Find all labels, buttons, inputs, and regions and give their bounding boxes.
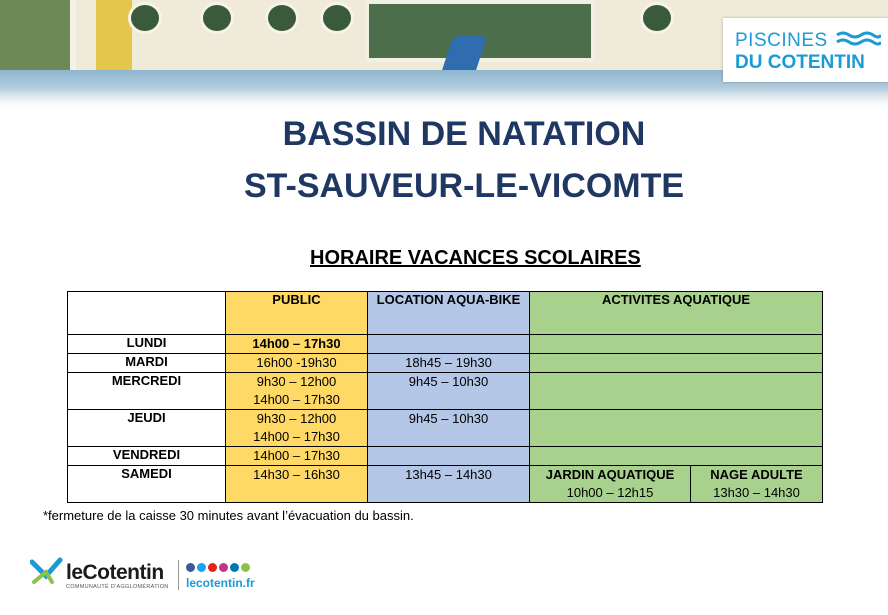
table-row bbox=[68, 447, 823, 466]
day-label: VENDREDI bbox=[68, 447, 226, 466]
public-hours: 16h00 -19h30 bbox=[226, 354, 368, 373]
activity-name: JARDIN AQUATIQUE bbox=[545, 467, 675, 482]
footer-tagline: COMMUNAUTÉ D'AGGLOMÉRATION bbox=[66, 584, 169, 590]
column-header-aquabike: LOCATION AQUA-BIKE bbox=[368, 292, 530, 335]
aquabike-hours: 9h45 – 10h30 bbox=[368, 410, 530, 447]
activities-cell bbox=[530, 447, 823, 466]
hall-window bbox=[0, 0, 76, 78]
footnote: *fermeture de la caisse 30 minutes avant l’évacuation du bassin. bbox=[43, 508, 414, 523]
public-hours: 14h00 – 17h30 bbox=[226, 447, 368, 466]
activity-time: 13h30 – 14h30 bbox=[713, 485, 800, 500]
porthole-window bbox=[128, 2, 162, 34]
porthole-window bbox=[200, 2, 234, 34]
facebook-icon[interactable] bbox=[186, 563, 195, 572]
day-label: JEUDI bbox=[68, 410, 226, 447]
porthole-window bbox=[640, 2, 674, 34]
logo-line2: DU COTENTIN bbox=[735, 52, 865, 73]
logo-line1: PISCINES bbox=[735, 30, 828, 51]
public-hours: 9h30 – 12h00 14h00 – 17h30 bbox=[226, 410, 368, 447]
public-hours: 9h30 – 12h00 14h00 – 17h30 bbox=[226, 373, 368, 410]
table-header-row bbox=[68, 292, 823, 335]
page-title-line2: ST-SAUVEUR-LE-VICOMTE bbox=[243, 167, 685, 205]
lecotentin-logo-icon bbox=[30, 556, 64, 586]
porthole-window bbox=[320, 2, 354, 34]
footer-divider bbox=[178, 560, 179, 590]
twitter-icon[interactable] bbox=[197, 563, 206, 572]
table-row bbox=[68, 410, 823, 447]
activities-cell bbox=[530, 354, 823, 373]
activity-nage-adulte bbox=[691, 466, 823, 503]
aquabike-hours: 9h45 – 10h30 bbox=[368, 373, 530, 410]
activity-time: 10h00 – 12h15 bbox=[566, 485, 654, 500]
waves-icon bbox=[835, 30, 881, 48]
column-header-public: PUBLIC bbox=[226, 292, 368, 335]
table-row bbox=[68, 335, 823, 354]
aquabike-hours: 18h45 – 19h30 bbox=[368, 354, 530, 373]
footer-url-link[interactable]: lecotentin.fr bbox=[186, 576, 255, 590]
porthole-window bbox=[265, 2, 299, 34]
table-row bbox=[68, 373, 823, 410]
activity-jardin-aquatique bbox=[530, 466, 691, 503]
page-title-line1: BASSIN DE NATATION bbox=[282, 115, 646, 153]
climbing-wall bbox=[96, 0, 132, 74]
piscines-du-cotentin-logo bbox=[723, 18, 888, 82]
column-header-activities: ACTIVITES AQUATIQUE bbox=[530, 292, 823, 335]
youtube-icon[interactable] bbox=[208, 563, 217, 572]
day-label: SAMEDI bbox=[68, 466, 226, 503]
linkedin-icon[interactable] bbox=[230, 563, 239, 572]
aquabike-hours bbox=[368, 335, 530, 354]
activities-cell bbox=[530, 335, 823, 354]
link-icon[interactable] bbox=[241, 563, 250, 572]
aquabike-hours bbox=[368, 447, 530, 466]
activities-cell bbox=[530, 410, 823, 447]
day-label: MERCREDI bbox=[68, 373, 226, 410]
activities-cell bbox=[530, 373, 823, 410]
social-icons bbox=[186, 563, 250, 572]
aquabike-hours: 13h45 – 14h30 bbox=[368, 466, 530, 503]
day-label: LUNDI bbox=[68, 335, 226, 354]
footer-brand-name: leCotentin bbox=[66, 561, 164, 584]
public-hours: 14h30 – 16h30 bbox=[226, 466, 368, 503]
instagram-icon[interactable] bbox=[219, 563, 228, 572]
corner-cell bbox=[68, 292, 226, 335]
activity-name: NAGE ADULTE bbox=[710, 467, 803, 482]
schedule-table bbox=[67, 291, 823, 503]
table-row bbox=[68, 466, 823, 503]
public-hours: 14h00 – 17h30 bbox=[226, 335, 368, 354]
day-label: MARDI bbox=[68, 354, 226, 373]
table-row bbox=[68, 354, 823, 373]
schedule-subtitle: HORAIRE VACANCES SCOLAIRES bbox=[310, 247, 641, 269]
